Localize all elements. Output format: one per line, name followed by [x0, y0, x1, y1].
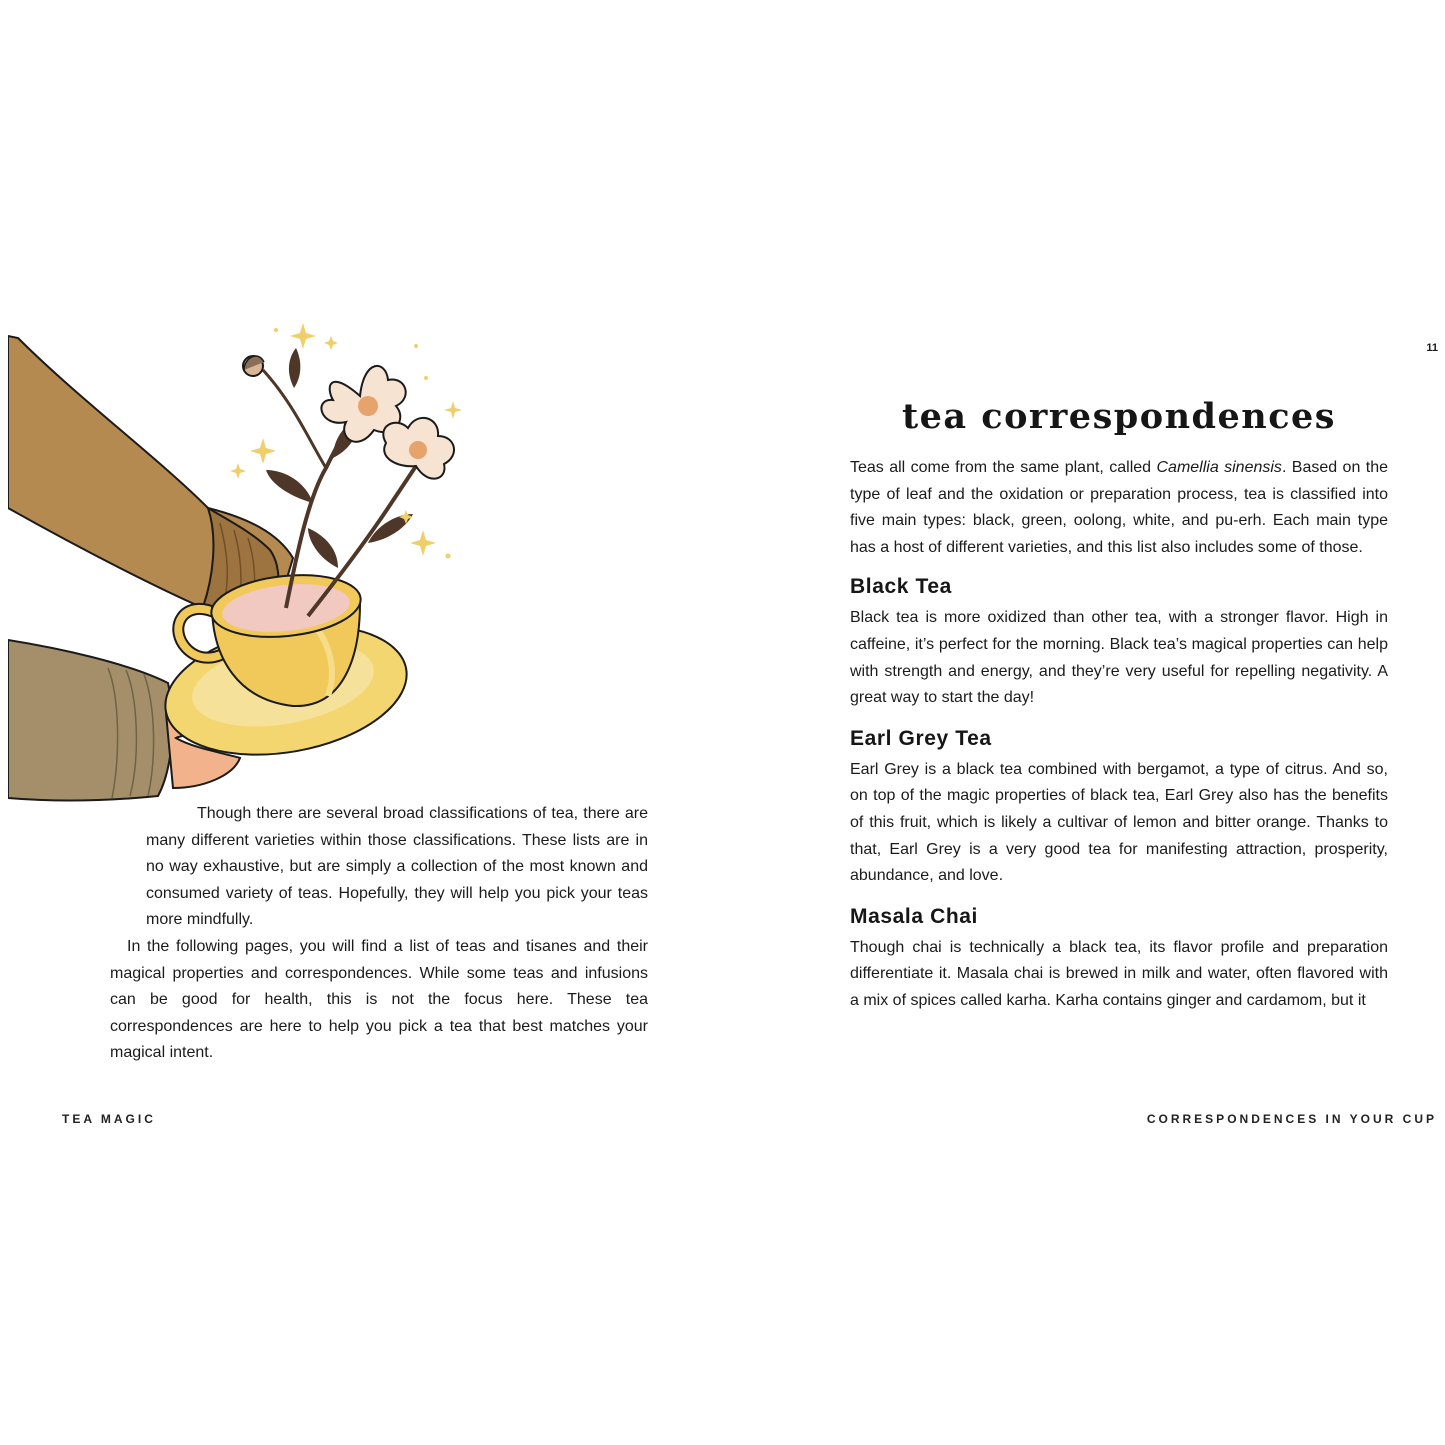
section-earl-grey-tea [850, 725, 1388, 890]
flower-right [383, 418, 454, 479]
section-black-tea [850, 573, 1388, 711]
running-footer-right: CORRESPONDENCES IN YOUR CUP [1146, 1112, 1437, 1126]
left-page-body [110, 801, 648, 1067]
section-heading: Earl Grey Tea [850, 726, 992, 750]
teacup-flowers-illustration [8, 318, 478, 808]
section-heading: Masala Chai [850, 904, 978, 928]
running-footer-left: TEA MAGIC [62, 1112, 156, 1126]
section-masala-chai [850, 903, 1388, 1015]
section-text: Though chai is technically a black tea, its flavor profile and preparation differentiate it. Masala chai is brewed in milk and water, often flavored with a mix of spices called karha. Karha contains ginger and cardamom, but it [850, 938, 1388, 1009]
page-number: 11 [1426, 342, 1438, 354]
section-text: Black tea is more oxidized than other tea, with a stronger flavor. High in caffeine, it’s perfect for the morning. Black tea’s magical properties can help with strength and energy, and they’re very useful for repelling negativity. A great way to start the day! [850, 609, 1388, 707]
scientific-name: Camellia sinensis [1156, 459, 1282, 476]
lower-sleeve [8, 640, 172, 801]
section-text: Earl Grey is a black tea combined with bergamot, a type of citrus. And so, on top of the magic properties of black tea, Earl Grey also has the benefits of this fruit, which is likely a cultivar of lemon and bitter orange. Thanks to that, Earl Grey is a very good tea for manifesting attraction, prosperity, abundance, and love. [850, 760, 1388, 885]
left-paragraph-1: Though there are several broad classifications of tea, there are many different varieties within those classifications. These lists are in no way exhaustive, but are simply a collection of the most known and consumed variety of teas. Hopefully, they will help you pick your teas more mindfully. [146, 805, 648, 929]
left-paragraph-2: In the following pages, you will find a list of teas and tisanes and their magical properties and correspondences. While some teas and infusions can be good for health, this is not the focus here. These tea correspondences are here to help you pick a tea that best matches your magical intent. [110, 937, 648, 1062]
chapter-title: tea correspondences [901, 396, 1337, 437]
section-heading: Black Tea [850, 575, 952, 599]
right-page-body [850, 455, 1388, 1028]
intro-paragraph: Teas all come from the same plant, called Camellia sinensis. Based on the type of leaf and the oxidation or preparation process, tea is classified into five main types: black, green, oolong, white, and pu-erh. Each main type has a host of different varieties, and this list also includes some of those. [850, 459, 1389, 556]
